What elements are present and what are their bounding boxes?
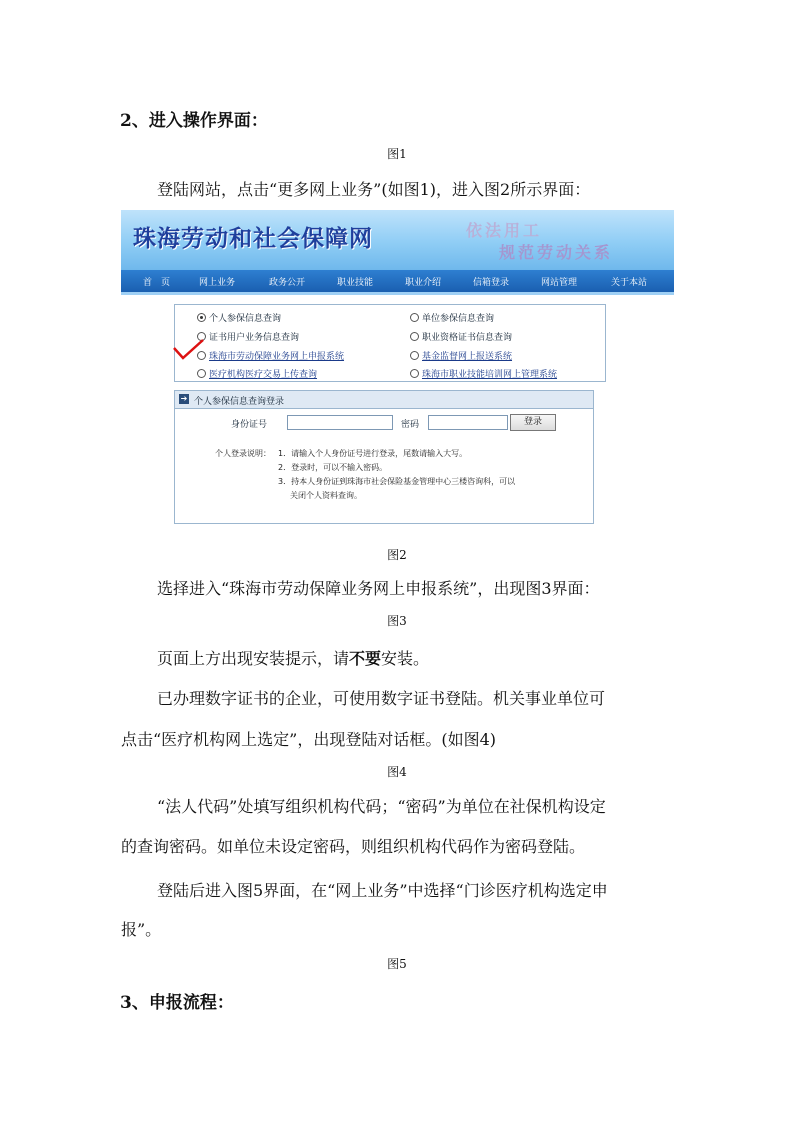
- nav-home[interactable]: 首 页: [143, 278, 171, 288]
- site-logo: 珠海劳动和社会保障网: [133, 226, 373, 252]
- arrow-right-icon: ➔: [180, 394, 188, 403]
- login-note-3: 3．持本人身份证到珠海市社会保险基金管理中心三楼咨询科，可以: [278, 477, 516, 486]
- option-online-declaration-system[interactable]: 珠海市劳动保障业务网上申报系统: [197, 349, 344, 362]
- radio-icon[interactable]: [197, 369, 206, 378]
- nav-online-business[interactable]: 网上业务: [199, 278, 236, 288]
- paragraph-5-line-2: 的查询密码。如单位未设定密码，则组织机构代码作为密码登陆。: [121, 837, 586, 856]
- radio-icon[interactable]: [410, 351, 419, 360]
- option-fund-supervision-system[interactable]: 基金监督网上报送系统: [410, 349, 512, 362]
- id-number-label: 身份证号: [231, 420, 268, 430]
- nav-site-management[interactable]: 网站管理: [541, 278, 578, 288]
- query-options-panel: [174, 304, 606, 382]
- slogan-line-2: 规范劳动关系: [499, 243, 614, 262]
- paragraph-2: 选择进入“珠海市劳动保障业务网上申报系统”，出现图3界面：: [157, 579, 600, 598]
- nav-job-agency[interactable]: 职业介绍: [405, 278, 442, 288]
- login-button[interactable]: 登录: [510, 414, 556, 431]
- password-label: 密码: [401, 420, 420, 430]
- option-unit-insurance-query[interactable]: 单位参保信息查询: [410, 311, 494, 324]
- nav-vocational-skills[interactable]: 职业技能: [337, 278, 374, 288]
- option-personal-insurance-query[interactable]: 个人参保信息查询: [197, 311, 281, 324]
- figure-1-caption: 图1: [387, 147, 407, 161]
- paragraph-3-text: 页面上方出现安装提示，请: [157, 649, 350, 668]
- password-input[interactable]: [428, 415, 508, 430]
- slogan-line-1: 依法用工: [466, 221, 543, 240]
- login-panel-title: 个人参保信息查询登录: [194, 397, 285, 407]
- nav-government-affairs[interactable]: 政务公开: [269, 278, 306, 288]
- figure-3-caption: 图3: [387, 614, 407, 628]
- login-note-1: 1．请输入个人身份证号进行登录，尾数请输入大写。: [278, 449, 468, 458]
- figure-5-caption: 图5: [387, 957, 407, 971]
- figure-2-caption: 图2: [387, 548, 407, 562]
- paragraph-5-line-1: “法人代码”处填写组织机构代码；“密码”为单位在社保机构设定: [157, 797, 606, 816]
- option-qualification-certificate-query[interactable]: 职业资格证书信息查询: [410, 330, 512, 343]
- login-note-2: 2．登录时，可以不输入密码。: [278, 463, 388, 472]
- option-training-management-system[interactable]: 珠海市职业技能培训网上管理系统: [410, 367, 557, 380]
- site-nav: [121, 270, 674, 295]
- site-banner: [121, 210, 674, 270]
- figure-4-caption: 图4: [387, 765, 407, 779]
- radio-icon[interactable]: [410, 332, 419, 341]
- paragraph-1: 登陆网站，点击“更多网上业务”(如图1)，进入图2所示界面：: [157, 180, 591, 199]
- login-note-label: 个人登录说明：: [215, 449, 271, 458]
- nav-mail-login[interactable]: 信箱登录: [473, 278, 510, 288]
- login-panel: [174, 390, 594, 524]
- paragraph-3-text-end: 安装。: [381, 649, 430, 668]
- radio-icon[interactable]: [410, 313, 419, 322]
- paragraph-3-emphasis: 不要: [349, 649, 382, 668]
- login-panel-header: [175, 391, 593, 409]
- id-number-input[interactable]: [287, 415, 393, 430]
- paragraph-3: [157, 646, 794, 669]
- paragraph-4-line-2: 点击“医疗机构网上选定”，出现登陆对话框。(如图4): [121, 730, 497, 749]
- section-3-heading: 3、申报流程：: [120, 993, 234, 1013]
- paragraph-4-line-1: 已办理数字证书的企业，可使用数字证书登陆。机关事业单位可: [157, 689, 606, 708]
- red-checkmark-icon: [171, 338, 205, 362]
- login-note-4: 关闭个人资料查询。: [290, 491, 362, 500]
- section-2-heading: 2、进入操作界面：: [120, 111, 268, 131]
- radio-icon[interactable]: [197, 313, 206, 322]
- option-medical-transaction-upload[interactable]: 医疗机构医疗交易上传查询: [197, 367, 317, 380]
- paragraph-6-line-2: 报”。: [121, 920, 162, 939]
- nav-about[interactable]: 关于本站: [611, 278, 648, 288]
- website-screenshot: [121, 210, 674, 530]
- option-certificate-user-query[interactable]: 证书用户业务信息查询: [197, 330, 299, 343]
- paragraph-6-line-1: 登陆后进入图5界面，在“网上业务”中选择“门诊医疗机构选定申: [157, 881, 608, 900]
- radio-icon[interactable]: [410, 369, 419, 378]
